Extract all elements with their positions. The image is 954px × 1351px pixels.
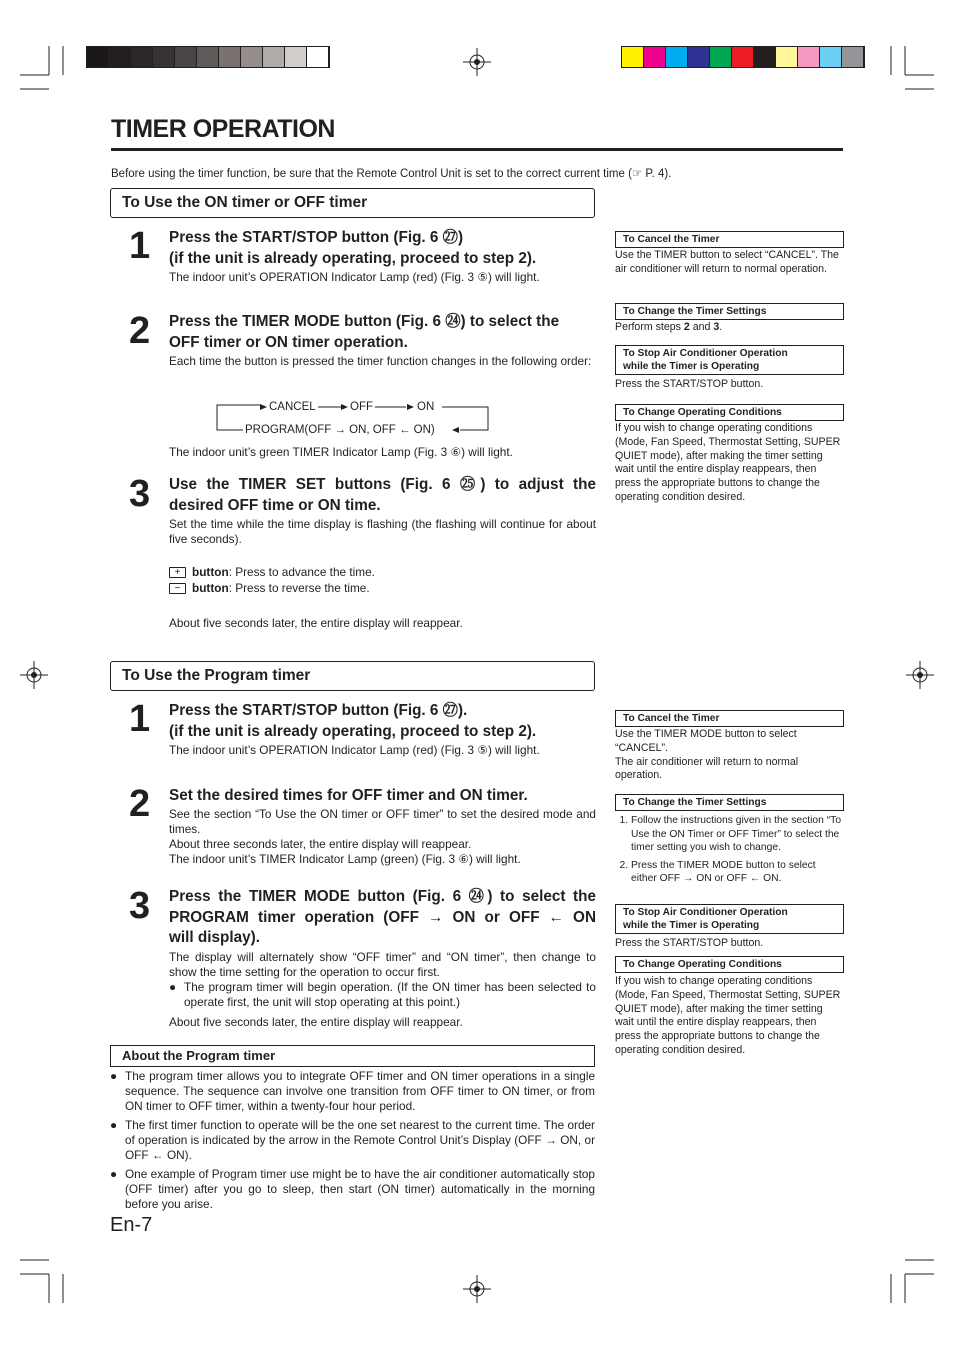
step-title-line: Press the START/STOP button (Fig. 6 ㉗) <box>169 229 464 246</box>
gray-calibration-bar <box>86 46 330 68</box>
side-step-ref: 2 <box>683 321 690 333</box>
step-title <box>169 475 596 516</box>
page-title: TIMER OPERATION <box>111 115 335 143</box>
bullet-icon: ● <box>110 1069 118 1083</box>
step-number: 2 <box>129 783 151 825</box>
step-number: 2 <box>129 310 151 352</box>
color-swatch <box>622 47 644 67</box>
color-swatch <box>798 47 820 67</box>
step-body: Set the time while the time display is flashing (the flashing will continue for about five seconds). <box>169 517 596 546</box>
title-rule <box>111 148 843 151</box>
step-body-line: See the section “To Use the ON timer or OFF timer” to set the desired mode and times. <box>169 807 596 836</box>
minus-key-icon: − <box>169 583 186 594</box>
color-swatch <box>109 47 131 67</box>
button-word: button <box>192 581 229 595</box>
side-text: Press the START/STOP button. <box>615 378 764 390</box>
step-title <box>169 701 599 742</box>
diagram-on: ON <box>417 401 435 413</box>
side-heading: To Change the Timer Settings <box>615 303 844 320</box>
step-body <box>169 807 596 867</box>
bullet-icon: ● <box>110 1118 118 1132</box>
side-text-part: Perform steps <box>615 321 684 333</box>
bullet-text: The program timer allows you to integrate OFF timer and ON timer operations in a single sequence. The sequence can involve one transition from OFF timer to ON timer, or from ON timer to OFF timer, within a twenty-four hour period. <box>125 1069 595 1113</box>
color-swatch <box>688 47 710 67</box>
step-body: Each time the button is pressed the timer function changes in the following order: <box>169 354 592 368</box>
bullet-icon: ● <box>110 1167 118 1181</box>
color-swatch <box>710 47 732 67</box>
side-heading <box>615 345 844 375</box>
diagram-program: PROGRAM(OFF → ON, OFF ← ON) <box>245 424 435 436</box>
list-item: 1. Follow the instructions given in the section “To Use the ON Timer or OFF Timer” to select the timer setting you wish to change. <box>631 814 844 855</box>
bullet-text: One example of Program timer use might be to have the air conditioner automatically stop (OFF timer) after you go to sleep, then start (ON timer) automatically in the morning before you arise. <box>125 1167 595 1211</box>
side-text: If you wish to change operating conditions (Mode, Fan Speed, Thermostat Setting, SUPER QUIET mode), after making the timer setting wait until the entire display reappears, then press the appropriate buttons to change the operating condition desired. <box>615 975 841 1056</box>
list-item <box>169 980 596 1010</box>
step-title <box>169 887 596 949</box>
side-heading-line: while the Timer is Operating <box>623 920 760 931</box>
bullet-text: The program timer will begin operation. (If the ON timer has been selected to operate first, the unit will stop operating at this point.) <box>184 980 596 1009</box>
about-heading: About the Program timer <box>110 1045 595 1067</box>
diagram-off: OFF <box>350 401 373 413</box>
registration-mark-icon <box>463 1275 491 1303</box>
color-swatch <box>842 47 864 67</box>
side-heading: To Change Operating Conditions <box>615 404 844 421</box>
step-title-line: desired OFF time or ON time. <box>169 496 381 514</box>
side-heading: To Change Operating Conditions <box>615 956 844 973</box>
color-swatch <box>820 47 842 67</box>
button-word: button <box>192 565 229 579</box>
list-item <box>110 1167 595 1212</box>
side-heading: To Cancel the Timer <box>615 231 844 248</box>
color-swatch <box>197 47 219 67</box>
list-item <box>110 1069 595 1114</box>
side-text-line: Use the TIMER MODE button to select “CANCEL”. <box>615 728 797 754</box>
plus-note-text: : Press to advance the time. <box>228 565 375 579</box>
side-text-part: . <box>719 321 723 333</box>
color-swatch <box>644 47 666 67</box>
side-text <box>615 728 844 783</box>
step-title-line: Use the TIMER SET buttons (Fig. 6 ㉕) to adjust the <box>169 476 596 493</box>
step-title <box>169 228 599 269</box>
step-number: 1 <box>129 698 151 740</box>
arrow-icon <box>341 404 348 410</box>
side-heading-line: To Stop Air Conditioner Operation <box>623 907 788 918</box>
color-swatch <box>307 47 329 67</box>
step-body-line: About three seconds later, the entire display will reappear. <box>169 837 472 851</box>
step-body: The indoor unit’s green TIMER Indicator Lamp (Fig. 3 ⑥) will light. <box>169 445 513 459</box>
list-item <box>110 1118 595 1163</box>
registration-mark-icon <box>20 661 48 689</box>
step-title-line: Press the TIMER MODE button (Fig. 6 ㉔) to select the <box>169 888 596 905</box>
side-heading: To Change the Timer Settings <box>615 794 844 811</box>
page-number: En-7 <box>110 1214 153 1236</box>
step-body: The indoor unit’s OPERATION Indicator Lamp (red) (Fig. 3 ⑤) will light. <box>169 270 540 284</box>
color-swatch <box>776 47 798 67</box>
minus-note-text: : Press to reverse the time. <box>228 581 370 595</box>
step-number: 3 <box>129 473 151 515</box>
side-text-line: The air conditioner will return to normal operation. <box>615 755 799 782</box>
side-text-part: and <box>689 321 714 333</box>
color-swatch <box>219 47 241 67</box>
step-title-line: (if the unit is already operating, proceed to step 2). <box>169 722 537 740</box>
step-title <box>169 312 599 353</box>
registration-mark-icon <box>906 661 934 689</box>
arrow-icon <box>452 427 459 433</box>
color-swatch <box>263 47 285 67</box>
color-swatch <box>285 47 307 67</box>
color-swatch <box>666 47 688 67</box>
step-number: 1 <box>129 225 151 267</box>
step-body: The display will alternately show “OFF timer” and “ON timer”, then change to show the time setting for the operation to occur first. <box>169 950 596 979</box>
side-text: Press the START/STOP button. <box>615 937 764 949</box>
diagram-cancel: CANCEL <box>269 401 316 413</box>
step-title-line: OFF timer or ON timer operation. <box>169 333 408 351</box>
color-swatch <box>131 47 153 67</box>
step-body: The indoor unit’s OPERATION Indicator Lamp (red) (Fig. 3 ⑤) will light. <box>169 743 540 757</box>
side-heading-line: To Stop Air Conditioner Operation <box>623 348 788 359</box>
side-text <box>615 321 844 335</box>
color-swatch <box>241 47 263 67</box>
step-after-text: About five seconds later, the entire display will reappear. <box>169 1015 463 1029</box>
step-title-line: (if the unit is already operating, proceed to step 2). <box>169 249 537 267</box>
color-swatch <box>754 47 776 67</box>
step-title-line: will display). <box>169 929 260 946</box>
color-swatch <box>153 47 175 67</box>
side-heading-line: while the Timer is Operating <box>623 361 760 372</box>
side-numbered-list <box>615 814 844 886</box>
side-heading: To Cancel the Timer <box>615 710 844 727</box>
color-swatch <box>175 47 197 67</box>
side-text: If you wish to change operating conditions (Mode, Fan Speed, Thermostat Setting, SUPER QUIET mode), after making the timer setting wait until the entire display reappears, then press the appropriate buttons to change the operating condition desired. <box>615 422 841 503</box>
section-heading-program: To Use the Program timer <box>110 661 595 691</box>
plus-key-icon: + <box>169 567 186 578</box>
step-number: 3 <box>129 885 151 927</box>
side-step-ref: 3 <box>713 321 720 333</box>
bullet-text: The first timer function to operate will be the one set nearest to the current time. The order of operation is indicated by the arrow in the Remote Control Unit’s Display (OFF → ON, or OFF ← ON). <box>125 1118 595 1162</box>
step-body-line: The indoor unit’s TIMER Indicator Lamp (green) (Fig. 3 ⑥) will light. <box>169 852 521 866</box>
arrow-icon <box>260 404 267 410</box>
color-swatch <box>87 47 109 67</box>
about-list <box>110 1069 595 1212</box>
bullet-icon: ● <box>169 980 177 994</box>
color-calibration-bar <box>621 46 865 68</box>
step-title-line: Press the START/STOP button (Fig. 6 ㉗). <box>169 702 468 719</box>
side-text: Use the TIMER button to select “CANCEL”. The air conditioner will return to normal operation. <box>615 249 839 275</box>
step-title-line: PROGRAM timer operation (OFF → ON or OFF ← ON <box>169 908 596 926</box>
section-heading-on-off: To Use the ON timer or OFF timer <box>110 188 595 218</box>
list-item: 2. Press the TIMER MODE button to select either OFF → ON or OFF ← ON. <box>631 859 844 886</box>
step-title: Set the desired times for OFF timer and ON timer. <box>169 787 528 804</box>
plus-button-note <box>169 565 375 580</box>
side-heading <box>615 904 844 934</box>
step-after-text: About five seconds later, the entire display will reappear. <box>169 616 463 630</box>
registration-mark-icon <box>463 48 491 76</box>
color-swatch <box>732 47 754 67</box>
minus-button-note <box>169 581 370 596</box>
arrow-icon <box>407 404 414 410</box>
intro-text: Before using the timer function, be sure that the Remote Control Unit is set to the correct current time (☞ P. 4). <box>111 168 672 180</box>
step-title-line: Press the TIMER MODE button (Fig. 6 ㉔) to select the <box>169 313 560 330</box>
